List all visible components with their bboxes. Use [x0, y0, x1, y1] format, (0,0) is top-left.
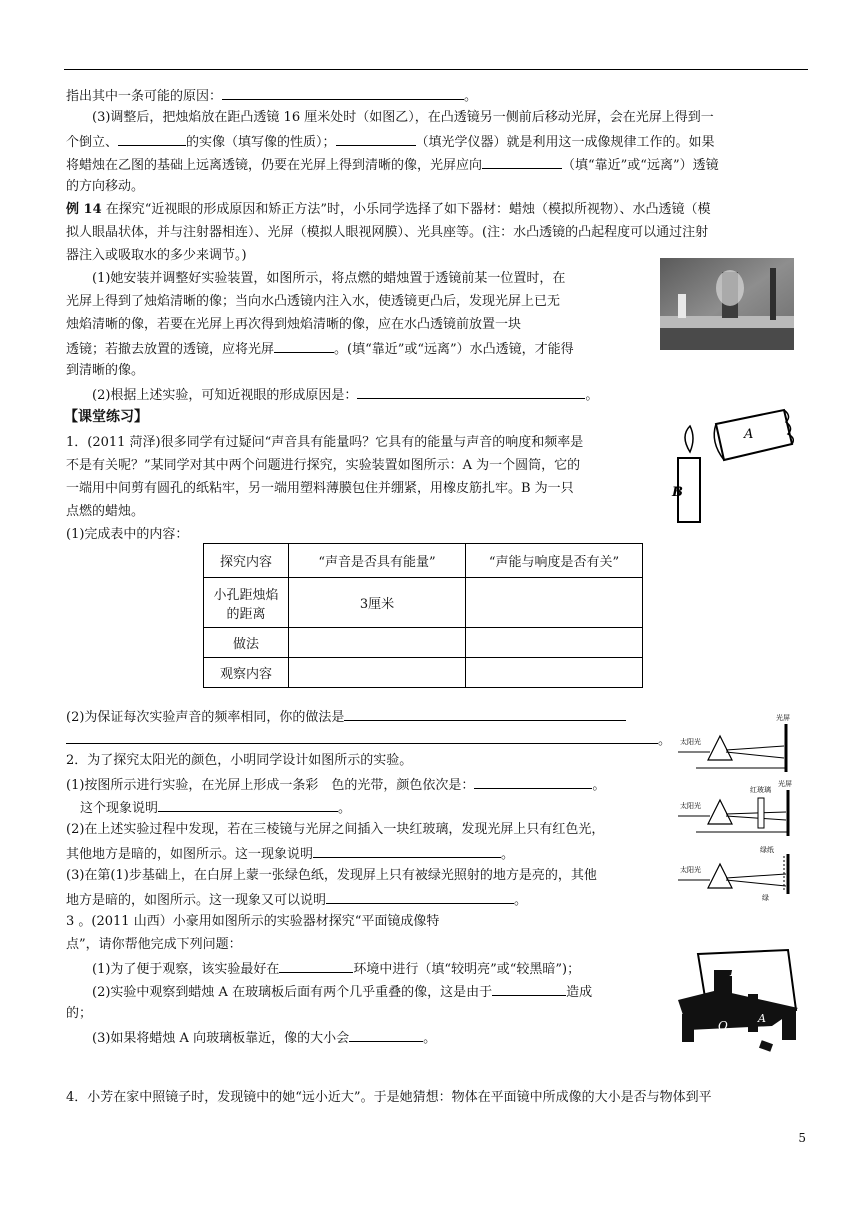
- answer-blank[interactable]: [492, 982, 566, 996]
- page-number: 5: [798, 1131, 806, 1145]
- table-row-label: 观察内容: [204, 658, 289, 688]
- point-o-label: O: [718, 1019, 728, 1033]
- answer-blank[interactable]: [222, 86, 464, 100]
- plane-mirror-graphic: [678, 944, 804, 1056]
- table-header: 探究内容: [204, 544, 289, 578]
- prism-figure-3: [676, 842, 802, 904]
- sunlight-label: 太阳光: [680, 866, 701, 874]
- answer-blank[interactable]: [313, 844, 501, 858]
- tube-candle-figure: [664, 400, 804, 524]
- lens-photo-graphic: [660, 258, 794, 350]
- experiment-table: [203, 543, 643, 688]
- q2-part3: (3)在第(1)步基础上，在白屏上蒙一张绿色纸，发现屏上只有被绿光照射的地方是亮的，其他: [66, 868, 597, 883]
- q2-part1-b: 这个现象说明 。: [80, 798, 351, 818]
- q3-part2-b: 的；: [66, 1006, 93, 1021]
- answer-blank[interactable]: [279, 959, 353, 973]
- prism-figure-1: [676, 712, 802, 776]
- q3-intro: 3 。(2011 山西）小豪用如图所示的实验器材探究“平面镜成像特: [66, 914, 440, 929]
- answer-blank[interactable]: [474, 775, 592, 789]
- answer-blank[interactable]: [326, 890, 514, 904]
- table-cell-empty[interactable]: [466, 578, 643, 628]
- example-14-1c: 烛焰清晰的像，若要在光屏上再次得到烛焰清晰的像，应在水凸透镜前放置一块: [66, 317, 522, 332]
- table-header: “声能与响度是否有关”: [466, 544, 643, 578]
- line-q3-c: 将蜡烛在乙图的基础上远离透镜，仍要在光屏上得到清晰的像，光屏应向 （填“靠近”或“远离”）透镜: [66, 155, 719, 175]
- candle-label: B: [672, 485, 683, 500]
- q3-intro-b: 点”，请你帮他完成下列问题：: [66, 937, 242, 952]
- table-row-label: 做法: [204, 628, 289, 658]
- example-14-1a: (1)她安装并调整好实验装置，如图所示，将点燃的蜡烛置于透镜前某一位置时，在: [92, 271, 566, 286]
- example-14-1b: 光屏上得到了烛焰清晰的像；当向水凸透镜内注入水，使透镜更凸后，发现光屏上已无: [66, 294, 561, 309]
- sunlight-label: 太阳光: [680, 802, 701, 810]
- q2-part2: (2)在上述实验过程中发现，若在三棱镜与光屏之间插入一块红玻璃，发现光屏上只有红色光，: [66, 822, 605, 837]
- example-14-b: 拟人眼晶状体，并与注射器相连）、光屏（模拟人眼视网膜）、光具座等。(注：水凸透镜的凸起程度可以通过注射: [66, 225, 709, 240]
- prism-graphic-2: [676, 778, 802, 840]
- answer-blank[interactable]: [158, 798, 338, 812]
- plane-mirror-figure: [678, 944, 804, 1056]
- q3-part2: (2)实验中观察到蜡烛 A 在玻璃板后面有两个几乎重叠的像，这是由于 造成: [92, 982, 592, 1002]
- q2-part3-b: 地方是暗的，如图所示。这一现象又可以说明 。: [66, 890, 527, 910]
- example-14-2: (2)根据上述实验，可知近视眼的形成原因是： 。: [92, 385, 598, 405]
- q1-part1: (1)完成表中的内容：: [66, 527, 189, 542]
- answer-blank[interactable]: [482, 155, 562, 169]
- example-14-c: 器注入或吸取水的多少来调节。): [66, 248, 247, 263]
- line-q3-b: 个倒立、 的实像（填写像的性质）； （填光学仪器）就是利用这一成像规律工作的。如果: [66, 132, 715, 152]
- tube-label: A: [744, 427, 754, 442]
- lens-experiment-photo: [660, 258, 794, 350]
- candle-a-label: A: [758, 1012, 766, 1025]
- q1-line-a: 1．(2011 菏泽)很多同学有过疑问“声音具有能量吗？它具有的能量与声音的响度和频率是: [66, 435, 584, 450]
- answer-blank[interactable]: [118, 132, 186, 146]
- answer-blank[interactable]: [66, 730, 658, 744]
- table-header: “声音是否具有能量”: [289, 544, 466, 578]
- q4-intro: 4．小芳在家中照镜子时，发现镜中的她“远小近大”。于是她猜想：物体在平面镜中所成像的大小是否与物体到平: [66, 1090, 712, 1105]
- q1-line-d: 点燃的蜡烛。: [66, 504, 145, 519]
- prism-figure-2: [676, 778, 802, 840]
- q1-line-c: 一端用中间剪有圆孔的纸粘牢，另一端用塑料薄膜包住并绷紧，用橡皮筋扎牢。B 为一只: [66, 481, 574, 496]
- q3-part3: (3)如果将蜡烛 A 向玻璃板靠近，像的大小会 。: [92, 1028, 436, 1048]
- header-rule: [64, 69, 808, 70]
- example-14: 例 14 在探究“近视眼的形成原因和矫正方法”时，小乐同学选择了如下器材：蜡烛（模拟所视物）、水凸透镜（模: [66, 202, 711, 217]
- image-b-label: B: [730, 965, 741, 980]
- table-cell-distance: 3厘米: [289, 578, 466, 628]
- prism-graphic-3: [676, 842, 802, 904]
- green-label: 绿: [762, 894, 769, 902]
- example-14-1d: 透镜；若撤去放置的透镜，应将光屏 。(填“靠近”或“远离”）水凸透镜，才能得: [66, 339, 574, 359]
- line-reason: 指出其中一条可能的原因： 。: [66, 86, 477, 106]
- answer-blank[interactable]: [344, 707, 626, 721]
- q2-intro: 2．为了探究太阳光的颜色，小明同学设计如图所示的实验。: [66, 753, 413, 768]
- line-q3-d: 的方向移动。: [66, 179, 145, 194]
- table-cell-empty[interactable]: [289, 658, 466, 688]
- table-row-label: 小孔距烛焰 的距离: [204, 578, 289, 628]
- screen-label: 光屏: [778, 780, 792, 788]
- prism-graphic-1: [676, 712, 802, 776]
- table-cell-empty[interactable]: [289, 628, 466, 658]
- green-paper-label: 绿纸: [760, 846, 774, 854]
- answer-blank[interactable]: [274, 339, 334, 353]
- q1-part2-cont: 。: [66, 730, 671, 750]
- red-glass-label: 红玻璃: [750, 786, 771, 794]
- table-cell-empty[interactable]: [466, 658, 643, 688]
- q2-part2-b: 其他地方是暗的，如图所示。这一现象说明 。: [66, 844, 514, 864]
- q1-line-b: 不是有关呢？”某同学对其中两个问题进行探究，实验装置如图所示：A 为一个圆筒，它的: [66, 458, 581, 473]
- q1-part2: (2)为保证每次实验声音的频率相同，你的做法是: [66, 707, 626, 727]
- screen-label: 光屏: [776, 714, 790, 722]
- tube-candle-graphic: [664, 400, 804, 524]
- table-cell-empty[interactable]: [466, 628, 643, 658]
- example-14-1f: 到清晰的像。: [66, 363, 145, 378]
- answer-blank[interactable]: [357, 385, 585, 399]
- line-q3: (3)调整后，把烛焰放在距凸透镜 16 厘米处时（如图乙），在凸透镜另一侧前后移动光屏，会在光屏上得到一: [92, 110, 714, 125]
- q2-part1: (1)按图所示进行实验，在光屏上形成一条彩 色的光带，颜色依次是： 。: [66, 775, 605, 795]
- sunlight-label: 太阳光: [680, 738, 701, 746]
- answer-blank[interactable]: [349, 1028, 423, 1042]
- q3-part1: (1)为了便于观察，该实验最好在 环境中进行（填“较明亮”或“较黑暗”)；: [92, 959, 580, 979]
- answer-blank[interactable]: [336, 132, 416, 146]
- section-heading: 【课堂练习】: [64, 409, 148, 425]
